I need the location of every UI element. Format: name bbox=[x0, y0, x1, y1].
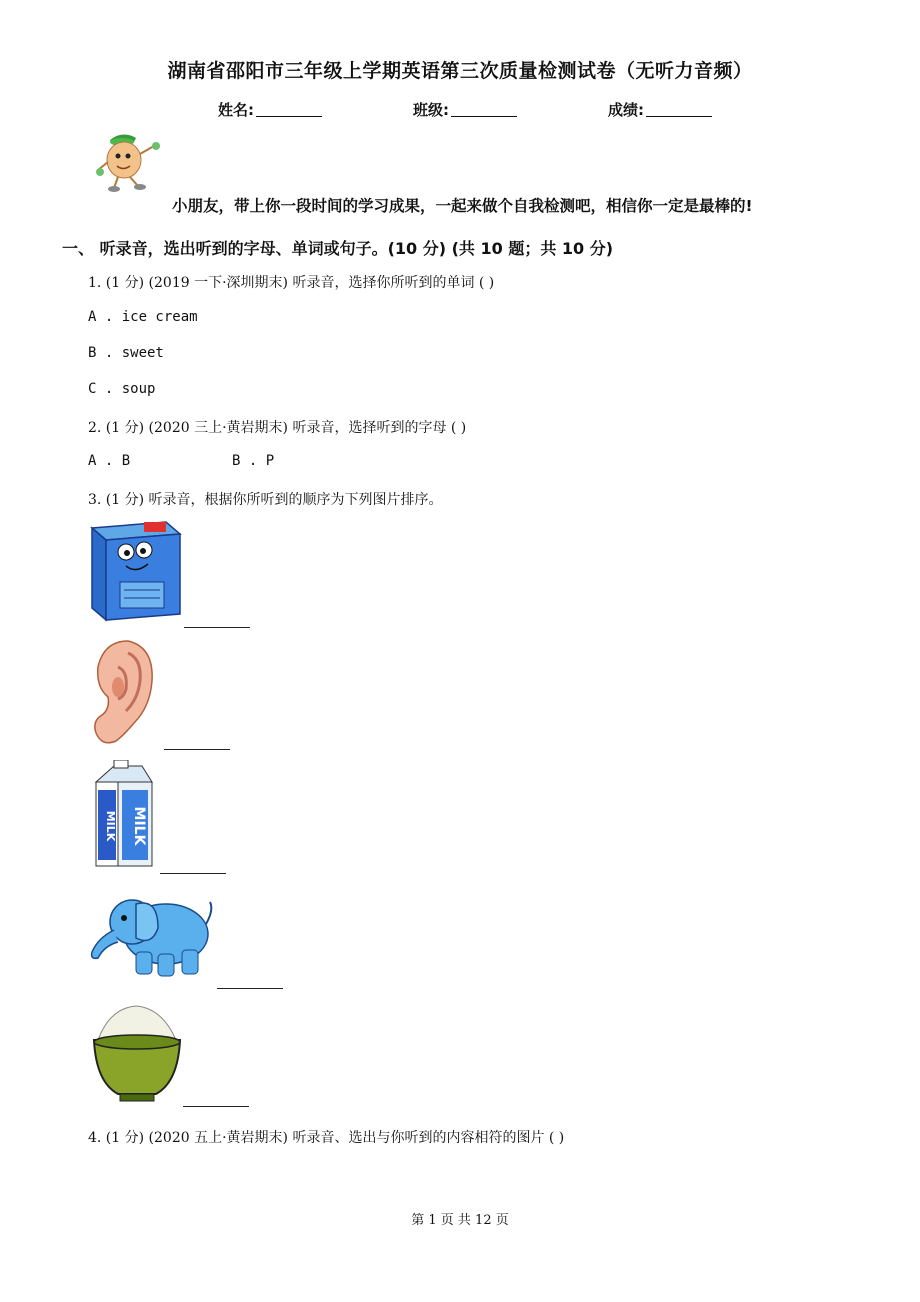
ear-image bbox=[88, 637, 158, 745]
question-3-stem: 3. (1 分) 听录音，根据你所听到的顺序为下列图片排序。 bbox=[88, 492, 443, 508]
milk-carton-image bbox=[90, 760, 156, 868]
rice-bowl-image bbox=[90, 1002, 184, 1106]
question-2-stem: 2. (1 分) (2020 三上·黄岩期末) 听录音，选择听到的字母 ( ) bbox=[88, 420, 467, 436]
answer-blank-4[interactable] bbox=[217, 988, 283, 989]
score-field bbox=[608, 99, 712, 120]
answer-blank-5[interactable] bbox=[183, 1106, 249, 1107]
class-label: 班级: bbox=[413, 101, 449, 119]
score-blank[interactable] bbox=[646, 103, 712, 117]
question-1-option-c[interactable]: C . soup bbox=[88, 381, 156, 397]
question-1-option-a[interactable]: A . ice cream bbox=[88, 309, 198, 325]
question-2-option-b[interactable]: B . P bbox=[232, 453, 275, 469]
mascot-image bbox=[94, 132, 168, 194]
class-blank[interactable] bbox=[451, 103, 517, 117]
question-1-option-b[interactable]: B . sweet bbox=[88, 345, 164, 361]
name-label: 姓名: bbox=[218, 101, 254, 119]
section-1-heading: 一、 听录音，选出听到的字母、单词或句子。(10 分) (共 10 题；共 10 分) bbox=[62, 239, 614, 258]
book-image bbox=[86, 518, 184, 622]
milk-label-text: MILK bbox=[131, 806, 147, 846]
question-1-stem: 1. (1 分) (2019 一下·深圳期末) 听录音，选择你所听到的单词 ( ) bbox=[88, 275, 495, 291]
milk-side-label-text: MILK bbox=[104, 810, 117, 842]
name-blank[interactable] bbox=[256, 103, 322, 117]
answer-blank-3[interactable] bbox=[160, 873, 226, 874]
page-footer: 第 1 页 共 12 页 bbox=[411, 1213, 509, 1228]
class-field bbox=[413, 99, 517, 120]
question-2-option-a[interactable]: A . B bbox=[88, 453, 131, 469]
elephant-image bbox=[86, 880, 216, 984]
name-field bbox=[218, 99, 322, 120]
answer-blank-1[interactable] bbox=[184, 627, 250, 628]
score-label: 成绩: bbox=[608, 101, 644, 119]
encouragement-text: 小朋友，带上你一段时间的学习成果，一起来做个自我检测吧，相信你一定是最棒的! bbox=[172, 197, 753, 215]
question-4-stem: 4. (1 分) (2020 五上·黄岩期末) 听录音、选出与你听到的内容相符的图片 ( ) bbox=[88, 1130, 565, 1146]
answer-blank-2[interactable] bbox=[164, 749, 230, 750]
page-title: 湖南省邵阳市三年级上学期英语第三次质量检测试卷（无听力音频） bbox=[167, 60, 753, 82]
